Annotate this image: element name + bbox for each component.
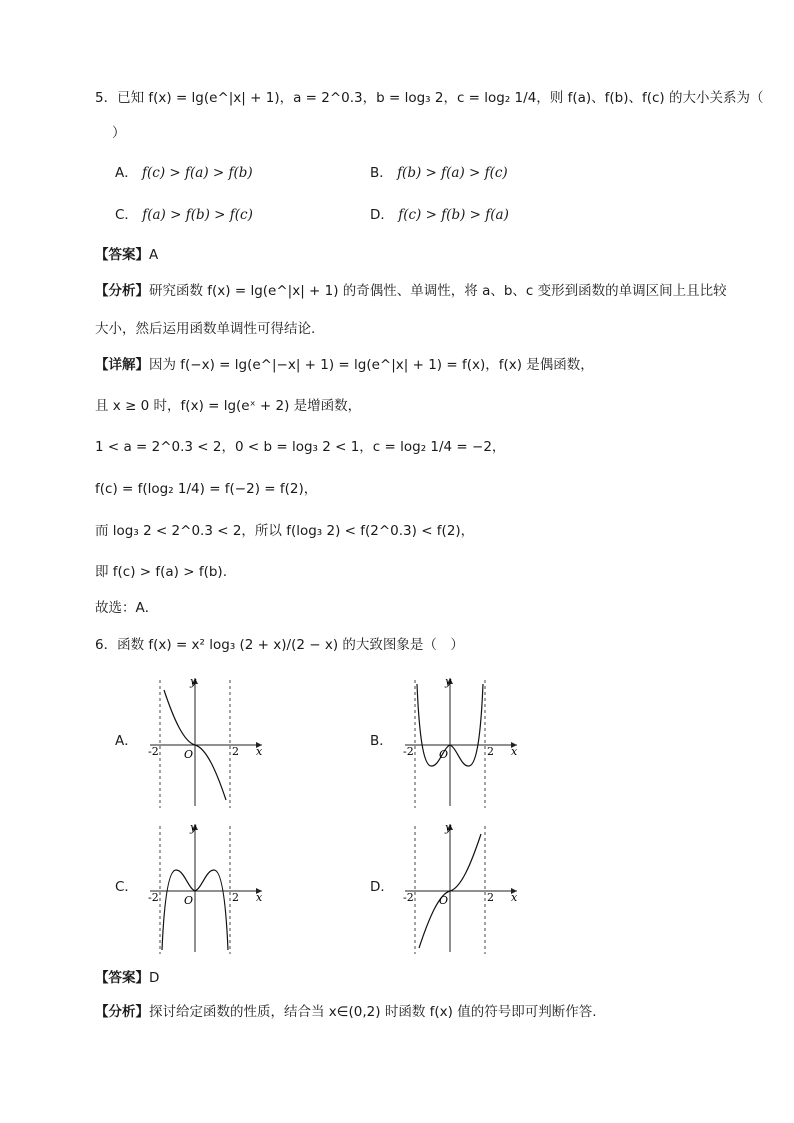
option-text: f(c) > f(a) > f(b) (142, 165, 253, 181)
analysis-text: 探讨给定函数的性质，结合当 x∈(0,2) 时函数 f(x) 值的符号即可判断作答. (149, 1004, 597, 1020)
x-label: x (511, 891, 518, 904)
origin-label: O (184, 748, 194, 761)
q6-graph-a (140, 672, 270, 812)
q5-option-a (115, 163, 253, 183)
q5-answer (95, 245, 158, 265)
q6-option-d-label: D． (370, 879, 394, 895)
option-text: f(b) > f(a) > f(c) (397, 165, 508, 181)
y-label: y (190, 821, 197, 834)
q6-stem: 6．函数 f(x) = x² log₃ (2 + x)/(2 − x) 的大致图象是（ ） (95, 637, 464, 653)
q5-analysis-line1 (95, 281, 727, 301)
q6-analysis (95, 1002, 596, 1022)
option-label: A． (115, 165, 138, 181)
option-text: f(a) > f(b) > f(c) (142, 207, 253, 223)
q6-graph-c (140, 818, 270, 958)
q6-graph-d (395, 818, 525, 958)
analysis-text: 研究函数 f(x) = lg(e^|x| + 1) 的奇偶性、单调性，将 a、b、c 变形到函数的单调区间上且比较 (149, 283, 727, 299)
tick-right: 2 (232, 891, 239, 904)
tick-left: -2 (148, 745, 159, 758)
origin-label: O (439, 894, 449, 907)
q5-stem-line2: ） (112, 125, 126, 141)
answer-value: D (149, 970, 160, 986)
tick-left: -2 (403, 891, 414, 904)
answer-tag: 【答案】 (95, 970, 149, 986)
detail-text: 因为 f(−x) = lg(e^|−x| + 1) = lg(e^|x| + 1) = f(x)，f(x) 是偶函数， (149, 357, 594, 373)
q5-detail-line3: 1 < a = 2^0.3 < 2，0 < b = log₃ 2 < 1，c = log₂ 1/4 = −2， (95, 439, 506, 455)
tick-right: 2 (232, 745, 239, 758)
option-label: B． (370, 165, 393, 181)
tick-right: 2 (487, 891, 494, 904)
tick-left: -2 (148, 891, 159, 904)
answer-tag: 【答案】 (95, 247, 149, 263)
x-label: x (256, 891, 263, 904)
analysis-tag: 【分析】 (95, 283, 149, 299)
q5-stem-line1: 5．已知 f(x) = lg(e^|x| + 1)，a = 2^0.3，b = log₃ 2，c = log₂ 1/4，则 f(a)、f(b)、f(c) 的大小关系为（ (95, 90, 764, 106)
option-label: D． (370, 207, 394, 223)
y-label: y (445, 675, 452, 688)
q5-detail-line2: 且 x ≥ 0 时，f(x) = lg(eˣ + 2) 是增函数， (95, 398, 362, 414)
y-label: y (445, 821, 452, 834)
y-label: y (190, 675, 197, 688)
origin-label: O (184, 894, 194, 907)
x-label: x (256, 745, 263, 758)
q6-graph-b (395, 672, 525, 812)
tick-right: 2 (487, 745, 494, 758)
q6-option-a-label: A． (115, 733, 138, 749)
q5-option-d (370, 205, 509, 225)
q5-detail-line5: 而 log₃ 2 < 2^0.3 < 2，所以 f(log₃ 2) < f(2^0.3) < f(2)， (95, 523, 475, 539)
option-text: f(c) > f(b) > f(a) (398, 207, 509, 223)
q6-option-b-label: B． (370, 733, 393, 749)
x-label: x (511, 745, 518, 758)
q5-option-c (115, 205, 253, 225)
q5-detail-line1 (95, 355, 594, 375)
detail-tag: 【详解】 (95, 357, 149, 373)
q5-option-b (370, 163, 508, 183)
q5-detail-line7: 故选：A． (95, 600, 159, 616)
q5-detail-line6: 即 f(c) > f(a) > f(b). (95, 564, 227, 580)
q6-answer (95, 968, 159, 988)
q6-option-c-label: C． (115, 879, 138, 895)
tick-left: -2 (403, 745, 414, 758)
q5-analysis-line2: 大小，然后运用函数单调性可得结论. (95, 321, 316, 337)
origin-label: O (439, 748, 449, 761)
q5-detail-line4: f(c) = f(log₂ 1/4) = f(−2) = f(2)， (95, 481, 318, 497)
analysis-tag: 【分析】 (95, 1004, 149, 1020)
answer-value: A (149, 247, 159, 263)
option-label: C． (115, 207, 138, 223)
